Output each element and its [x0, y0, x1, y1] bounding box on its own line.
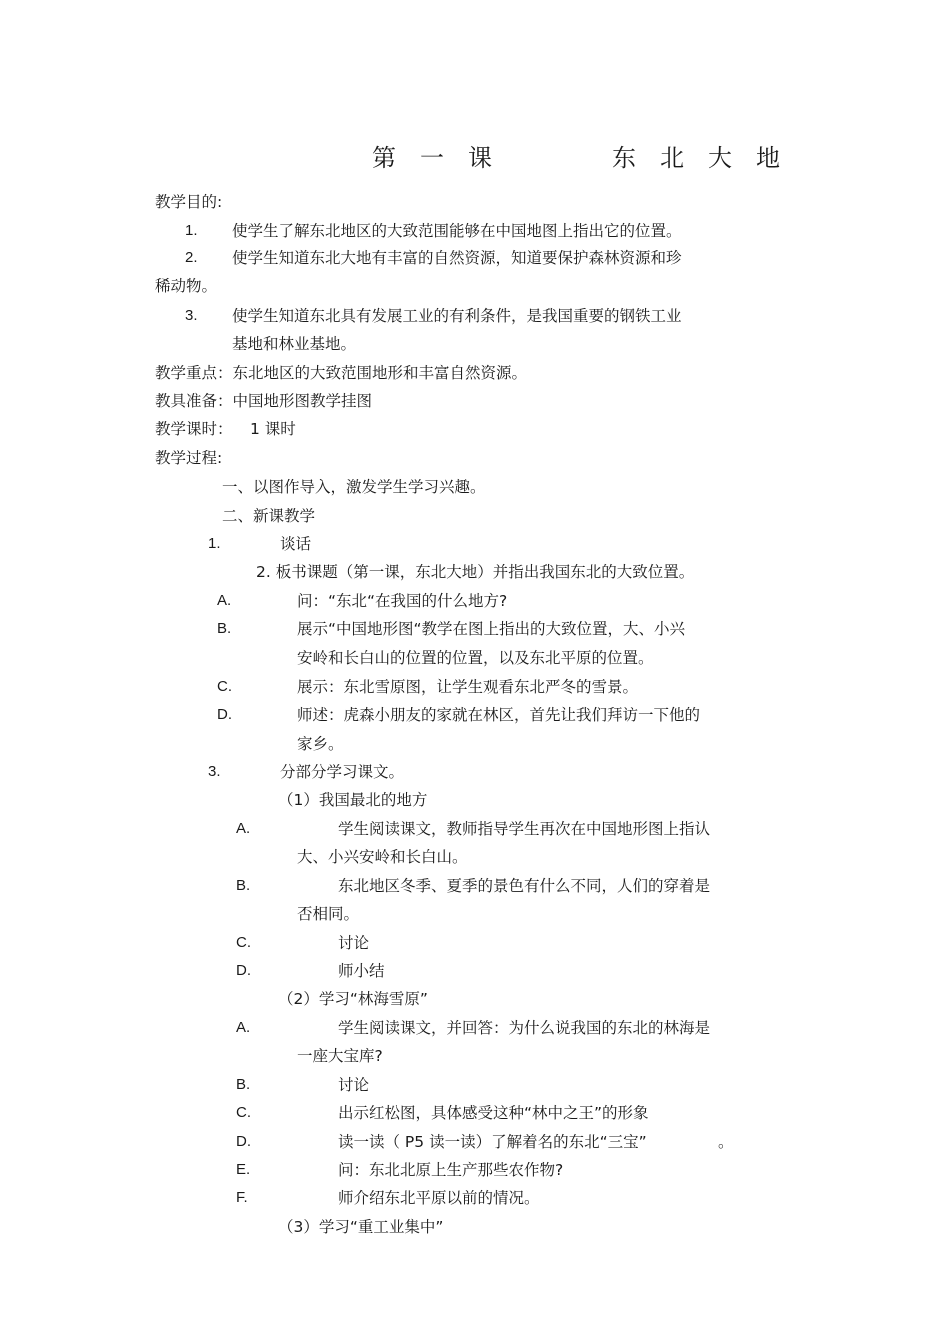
objectives-heading: 教学目的:	[155, 193, 223, 211]
step-2-d-cont: 家乡。	[297, 735, 344, 753]
section-2-a-text: 学生阅读课文，并回答：为什么说我国的东北的林海是	[338, 1019, 711, 1037]
teaching-hours-label: 教学课时：	[155, 420, 233, 438]
section-1-c-letter: C.	[236, 934, 251, 951]
teaching-focus: 教学重点：东北地区的大致范围地形和丰富自然资源。	[155, 364, 528, 382]
step-2-a-letter: A.	[217, 592, 232, 609]
section-3-heading: （3）学习“重工业集中”	[278, 1218, 444, 1236]
step-2-b-text: 展示“中国地形图“教学在图上指出的大致位置，大、小兴	[297, 620, 686, 638]
section-1-b-cont: 否相同。	[297, 905, 360, 923]
section-1-c-text: 讨论	[338, 934, 370, 952]
step-1-num: 1.	[208, 535, 221, 552]
section-2-d-text: 读一读（ P5 读一读）了解着名的东北“三宝”	[338, 1133, 647, 1151]
section-2-d-tail: 。	[718, 1133, 734, 1151]
section-2-e-letter: E.	[236, 1161, 251, 1178]
section-2-b-letter: B.	[236, 1076, 251, 1093]
section-1-heading: （1）我国最北的地方	[278, 791, 428, 809]
objective-3-cont: 基地和林业基地。	[232, 335, 357, 353]
step-2-d-text: 师述：虎森小朋友的家就在林区，首先让我们拜访一下他的	[297, 706, 701, 724]
section-1-a-cont: 大、小兴安岭和长白山。	[297, 848, 468, 866]
step-1-text: 谈话	[280, 535, 312, 553]
step-2-text: 2. 板书课题（第一课，东北大地）并指出我国东北的大致位置。	[256, 563, 695, 581]
section-2-heading: （2）学习“林海雪原”	[278, 990, 428, 1008]
section-1-d-text: 师小结	[338, 962, 385, 980]
step-2-d-letter: D.	[217, 706, 232, 723]
objective-1-num: 1.	[185, 222, 198, 239]
step-3-num: 3.	[208, 763, 221, 780]
section-2-e-text: 问：东北北原上生产那些农作物?	[338, 1161, 564, 1179]
lesson-number: 第 一 课	[372, 144, 492, 172]
objective-2-num: 2.	[185, 249, 198, 266]
step-2-c-letter: C.	[217, 678, 232, 695]
teaching-hours-value: 1 课时	[250, 420, 296, 438]
section-2-f-text: 师介绍东北平原以前的情况。	[338, 1189, 540, 1207]
process-intro: 一、以图作导入，激发学生学习兴趣。	[222, 478, 486, 496]
process-heading: 教学过程:	[155, 449, 223, 467]
section-2-a-letter: A.	[236, 1019, 251, 1036]
step-2-c-text: 展示：东北雪原图，让学生观看东北严冬的雪景。	[297, 678, 639, 696]
section-1-a-letter: A.	[236, 820, 251, 837]
section-2-b-text: 讨论	[338, 1076, 370, 1094]
teaching-tools: 教具准备：中国地形图教学挂图	[155, 392, 373, 410]
process-new-lesson: 二、新课教学	[222, 507, 316, 525]
objective-3-num: 3.	[185, 307, 198, 324]
section-2-c-letter: C.	[236, 1104, 251, 1121]
objective-2-cont: 稀动物。	[155, 277, 218, 295]
section-2-f-letter: F.	[236, 1189, 248, 1206]
objective-2-text: 使学生知道东北大地有丰富的自然资源，知道要保护森林资源和珍	[232, 249, 682, 267]
section-1-a-text: 学生阅读课文，教师指导学生再次在中国地形图上指认	[338, 820, 711, 838]
step-2-b-letter: B.	[217, 620, 232, 637]
step-3-text: 分部分学习课文。	[280, 763, 405, 781]
section-1-b-text: 东北地区冬季、夏季的景色有什么不同，人们的穿着是	[338, 877, 711, 895]
lesson-title: 东 北 大 地	[612, 144, 780, 172]
step-2-a-text: 问：“东北“在我国的什么地方?	[297, 592, 508, 610]
objective-1-text: 使学生了解东北地区的大致范围能够在中国地图上指出它的位置。	[232, 222, 682, 240]
section-2-d-letter: D.	[236, 1133, 251, 1150]
section-2-a-cont: 一座大宝库?	[297, 1047, 383, 1065]
section-1-d-letter: D.	[236, 962, 251, 979]
step-2-b-cont: 安岭和长白山的位置的位置，以及东北平原的位置。	[297, 649, 654, 667]
section-1-b-letter: B.	[236, 877, 251, 894]
objective-3-text: 使学生知道东北具有发展工业的有利条件，是我国重要的钢铁工业	[232, 307, 682, 325]
section-2-c-text: 出示红松图，具体感受这种“林中之王”的形象	[338, 1104, 649, 1122]
